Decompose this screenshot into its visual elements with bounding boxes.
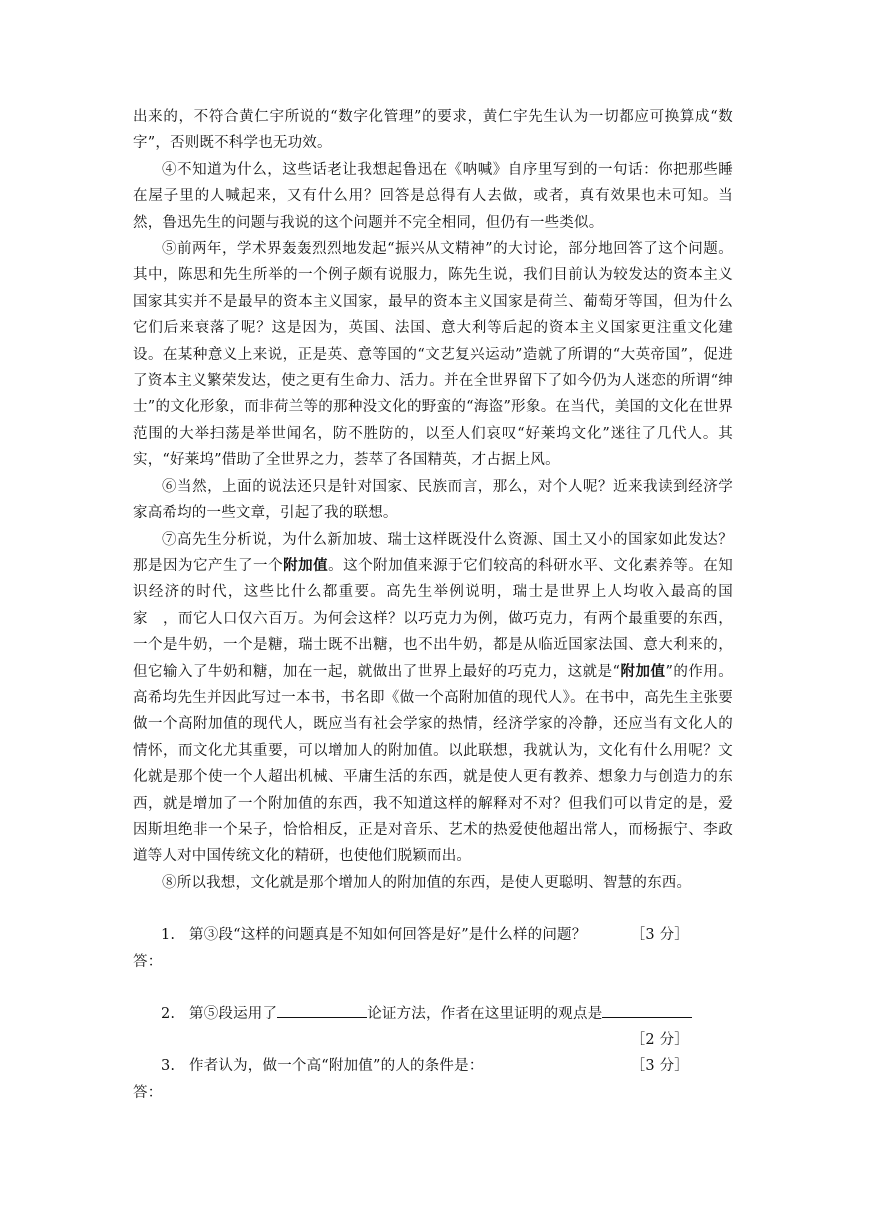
paragraph-6: ⑥当然，上面的说法还只是针对国家、民族而言，那么，对个人呢？近来我读到经济学家高希均的一些文章，引起了我的联想。: [133, 478, 733, 522]
question-1-number: 1.: [161, 927, 176, 944]
question-2-blank-2[interactable]: [602, 1001, 692, 1018]
paragraph-7-part-b: 。这个附加值来源于它们较高的科研水平、文化素养等。在知识经济的时代，这些比什么都重要。高先生举例说明，瑞士是世界上人均收入最高的国家 ，而它人口仅六百万。为何会这样？以巧克力为例，做巧克力，有两个最重要的东西，一个是牛奶，一个是糖，瑞士既不出糖，也不出牛奶，都是从临近国家法国、意大利来的，但它输入了牛奶和糖，加在一起，就做出了世界上最好的巧克力，这就是“: [133, 557, 733, 680]
question-1-score: ［3 分］: [630, 927, 689, 944]
paragraph-7-part-c: ”的作用。高希均先生并因此写过一本书，书名即《做一个高附加值的现代人》。在书中，高先生主张要做一个高附加值的现代人，既应当有社会学家的热情，经济学家的冷静，还应当有文化人的情怀，而文化尤其重要，可以增加人的附加值。以此联想，我就认为，文化有什么用呢？文化就是那个使一个人超出机械、平庸生活的东西，就是使人更有教养、想象力与创造力的东西，就是增加了一个附加值的东西，我不知道这样的解释对不对？但我们可以肯定的是，爱因斯坦绝非一个呆子，恰恰相反，正是对音乐、艺术的热爱使他超出常人，而杨振宁、李政道等人对中国传统文化的精研，也使他们脱颖而出。: [133, 663, 733, 865]
paragraph-5: ⑤前两年，学术界轰轰烈烈地发起“振兴从文精神”的大讨论，部分地回答了这个问题。其中，陈思和先生所举的一个例子颇有说服力，陈先生说，我们目前认为较发达的资本主义国家其实并不是最早的资本主义国家，最早的资本主义国家是荷兰、葡萄牙等国，但为什么它们后来衰落了呢？这是因为，英国、法国、意大利等后起的资本主义国家更注重文化建设。在某种意义上来说，正是英、意等国的“文艺复兴运动”造就了所谓的“大英帝国”，促进了资本主义繁荣发达，使之更有生命力、活力。并在全世界留下了如今仍为人迷恋的所谓“绅士”的文化形象，而非荷兰等的那种没文化的野蛮的“海盗”形象。在当代，美国的文化在世界范围的大举扫荡是举世闻名，防不胜防的，以至人们哀叹“好莱坞文化”迷往了几代人。其实，“好莱坞”借助了全世界之力，荟萃了各国精英，才占据上风。: [133, 241, 733, 469]
question-2-text-b: 论证方法，作者在这里证明的观点是: [367, 1006, 603, 1022]
paragraph-7-part-a: ⑦高先生分析说，为什么新加坡、瑞士这样既没什么资源、国土又小的国家如此发达？那是因为它产生了一个: [133, 531, 733, 574]
paragraph-8: ⑧所以我想，文化就是那个增加人的附加值的东西，是使人更聪明、智慧的东西。: [162, 874, 692, 891]
keyword-added-value: 附加值: [283, 556, 329, 574]
question-2-score: ［2 分］: [630, 1032, 689, 1049]
question-1-answer-label: 答：: [133, 953, 163, 970]
question-2-blank-1[interactable]: [277, 1001, 367, 1018]
question-2: [133, 1001, 733, 1053]
question-3-text: 作者认为，做一个高“附加值”的人的条件是：: [189, 1058, 484, 1075]
question-2-number: 2.: [161, 1006, 176, 1022]
question-3-score: ［3 分］: [630, 1058, 689, 1075]
paragraph-continuation: 出来的，不符合黄仁宇所说的“数字化管理”的要求，黄仁宇先生认为一切都应可换算成“数字”，否则既不科学也无功效。: [133, 109, 733, 152]
question-3-number: 3.: [161, 1058, 176, 1075]
paragraph-4: ④不知道为什么，这些话老让我想起鲁迅在《呐喊》自序里写到的一句话：你把那些睡在屋子里的人喊起来，又有什么用？回答是总得有人去做，或者，真有效果也未可知。当然，鲁迅先生的问题与我说的这个问题并不完全相同，但仍有一些类似。: [133, 161, 733, 231]
paragraph-7: [133, 527, 733, 870]
question-1: [133, 922, 733, 975]
question-1-text: 第③段“这样的问题真是不知如何回答是好”是什么样的问题？: [189, 927, 587, 944]
question-3-answer-label: 答：: [133, 1084, 163, 1101]
question-2-text-a: 第⑤段运用了: [189, 1006, 278, 1022]
keyword-added-value-2: 附加值: [620, 662, 666, 680]
question-3: [133, 1053, 733, 1106]
article-body: [133, 104, 733, 1106]
